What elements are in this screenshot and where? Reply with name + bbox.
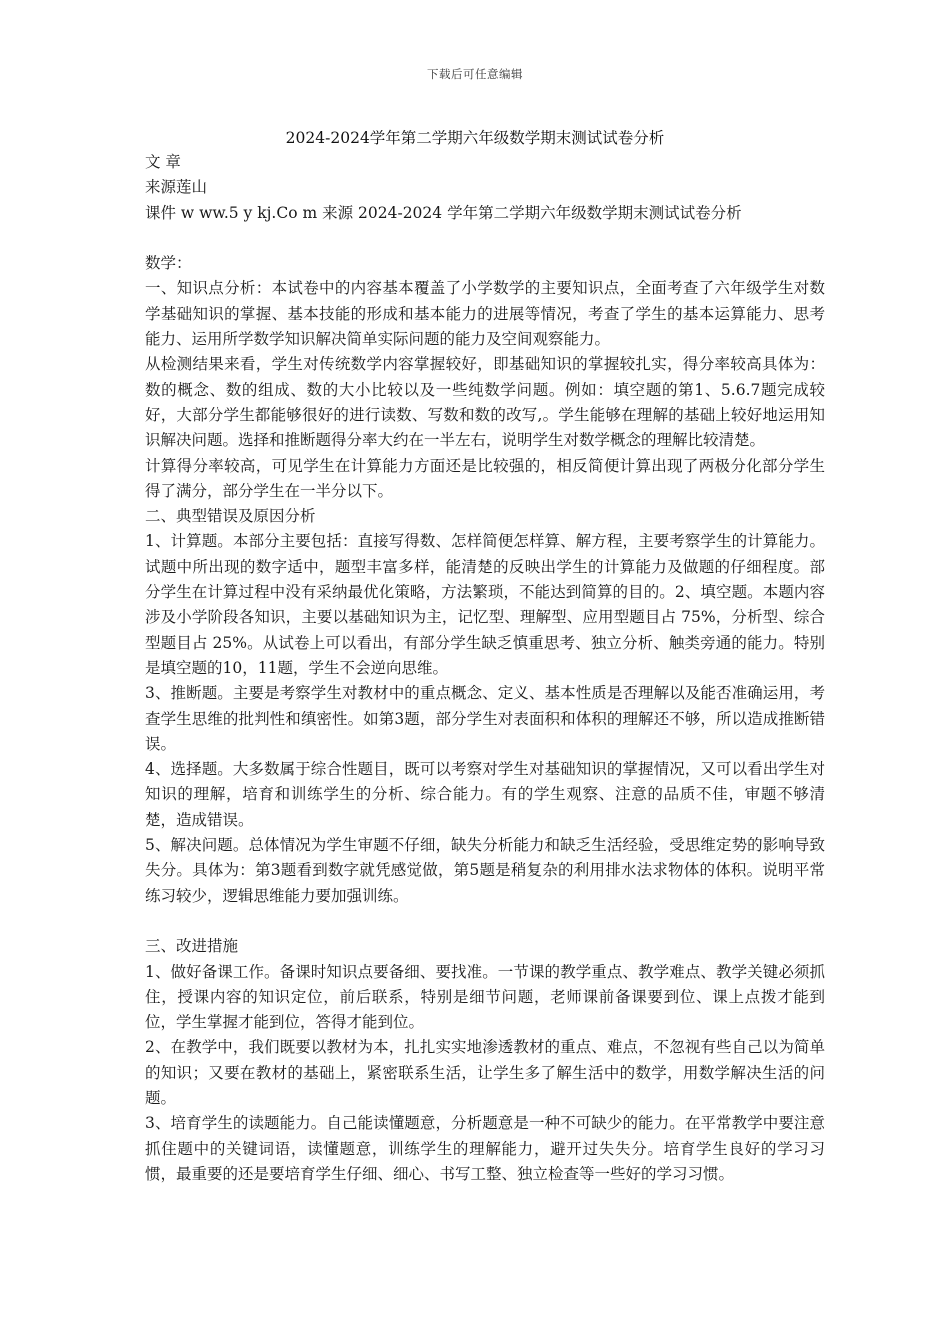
paragraph: 一、知识点分析：本试卷中的内容基本覆盖了小学数学的主要知识点，全面考查了六年级学生对数学基础知识的掌握、基本技能的形成和基本能力的进展等情况，考查了学生的基本运算能力、思考能力、运用所学数学知识解决简单实际问题的能力及空间观察能力。 bbox=[145, 279, 825, 349]
header-note: 下载后可任意编辑 bbox=[427, 67, 523, 81]
blank-line bbox=[145, 909, 825, 934]
paragraph: 3、推断题。主要是考察学生对教材中的重点概念、定义、基本性质是否理解以及能否准确运用，考查学生思维的批判性和缜密性。如第3题，部分学生对表面积和体积的理解还不够，所以造成推断错误。 bbox=[145, 684, 825, 753]
paragraph: 4、选择题。大多数属于综合性题目，既可以考察对学生对基础知识的掌握情况，又可以看出学生对知识的理解，培育和训练学生的分析、综合能力。有的学生观察、注意的品质不佳，审题不够清楚，造成错误。 bbox=[145, 760, 825, 829]
document-body bbox=[145, 150, 825, 1187]
paragraph: 3、培育学生的读题能力。自己能读懂题意，分析题意是一种不可缺少的能力。在平常教学中要注意抓住题中的关键词语，读懂题意，训练学生的理解能力，避开过失失分。培育学生良好的学习习惯，最重要的还是要培育学生仔细、细心、书写工整、独立检查等一些好的学习习惯。 bbox=[145, 1114, 825, 1183]
body-line: 来源莲山 bbox=[145, 178, 208, 197]
body-line: 文 章 bbox=[145, 153, 181, 171]
blank-line bbox=[145, 226, 825, 251]
document-title: 2024-2024学年第二学期六年级数学期末测试试卷分析 bbox=[285, 129, 665, 147]
body-line: 课件 w ww.5 y kj.Co m 来源 2024-2024 学年第二学期六年级数学期末测试试卷分析 bbox=[145, 203, 742, 222]
paragraph: 从检测结果来看，学生对传统数学内容掌握较好，即基础知识的掌握较扎实，得分率较高具体为：数的概念、数的组成、数的大小比较以及一些纯数学问题。例如：填空题的第1、5.6.7题完成较好，大部分学生都能够很好的进行读数、写数和数的改写,。学生能够在理解的基础上较好地运用知识解决问题。选择和推断题得分率大约在一半左右，说明学生对数学概念的理解比较清楚。 bbox=[145, 355, 825, 450]
section-heading: 三、改进措施 bbox=[145, 937, 239, 956]
paragraph: 1、计算题。本部分主要包括：直接写得数、怎样简便怎样算、解方程，主要考察学生的计算能力。试题中所出现的数字适中，题型丰富多样，能清楚的反映出学生的计算能力及做题的仔细程度。部分学生在计算过程中没有采纳最优化策略，方法繁琐，不能达到简算的目的。2、填空题。本题内容涉及小学阶段各知识，主要以基础知识为主，记忆型、理解型、应用型题目占 75%，分析型、综合型题目占 25%。从试卷上可以看出，有部分学生缺乏慎重思考、独立分析、触类旁通的能力。特别是填空题的10，11题，学生不会逆向思维。 bbox=[145, 532, 825, 677]
paragraph: 5、解决问题。总体情况为学生审题不仔细，缺失分析能力和缺乏生活经验，受思维定势的影响导致失分。具体为：第3题看到数字就凭感觉做，第5题是稍复杂的利用排水法求物体的体积。说明平常练习较少，逻辑思维能力要加强训练。 bbox=[145, 836, 825, 905]
paragraph: 1、做好备课工作。备课时知识点要备细、要找准。一节课的教学重点、教学难点、教学关键必须抓住，授课内容的知识定位，前后联系，特别是细节问题，老师课前备课要到位、课上点拨才能到位，学生掌握才能到位，答得才能到位。 bbox=[145, 962, 825, 1032]
section-heading: 二、典型错误及原因分析 bbox=[145, 507, 316, 526]
paragraph: 2、在教学中，我们既要以教材为本，扎扎实实地渗透教材的重点、难点，不忽视有些自己以为简单的知识；又要在教材的基础上，紧密联系生活，让学生多了解生活中的数学，用数学解决生活的问题。 bbox=[145, 1038, 825, 1107]
section-label: 数学： bbox=[145, 254, 192, 273]
paragraph: 计算得分率较高，可见学生在计算能力方面还是比较强的，相反简便计算出现了两极分化部分学生得了满分，部分学生在一半分以下。 bbox=[145, 456, 825, 500]
